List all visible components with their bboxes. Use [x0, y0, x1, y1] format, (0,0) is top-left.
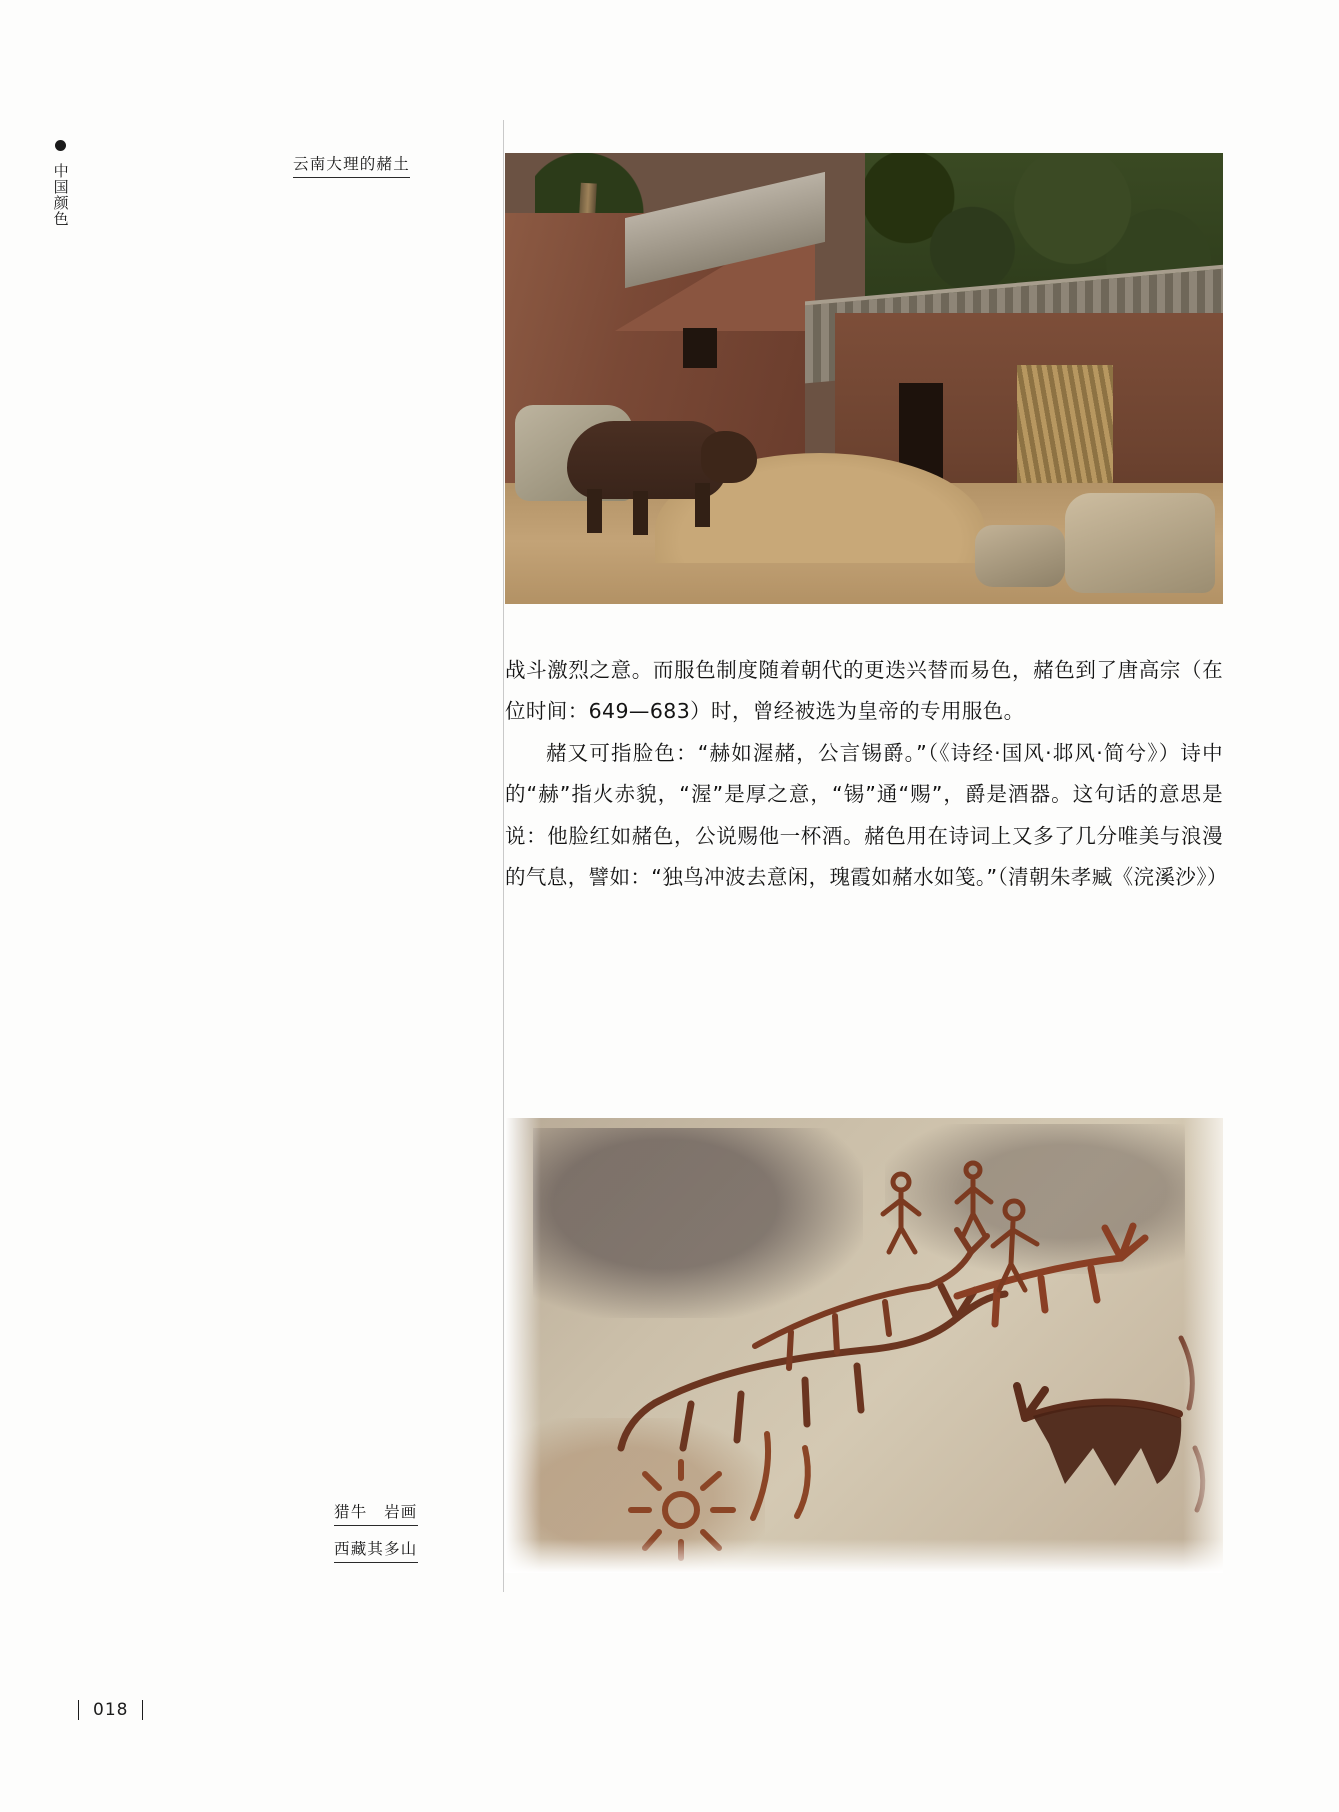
figure-hunting-cattle-rock-painting [505, 1118, 1223, 1573]
page-number: 018 [93, 1700, 129, 1720]
rock-edge-highlight [505, 1118, 541, 1573]
photo-rock-b [1065, 493, 1215, 593]
paragraph-1: 战斗激烈之意。而服色制度随着朝代的更迭兴替而易色，赭色到了唐高宗（在位时间：649—683）时，曾经被选为皇帝的专用服色。 [505, 658, 1223, 724]
figure-top-alt [505, 153, 506, 154]
figure-caption-top: 云南大理的赭土 [293, 152, 410, 178]
rock-edge-highlight [1183, 1118, 1223, 1573]
figure-yunnan-dali-ochre-earth [505, 153, 1223, 604]
photo-pig-leg [633, 491, 648, 535]
rock-painting-figures [505, 1118, 1223, 1573]
figure-caption-bottom-line1: 猎牛 岩画 [334, 1500, 418, 1526]
figure-caption-bottom-line2: 西藏其多山 [334, 1537, 418, 1563]
body-text [505, 650, 1228, 898]
rock-edge-highlight [505, 1539, 1223, 1573]
folio-rule-left [78, 1700, 79, 1720]
photo-pig-leg [695, 483, 710, 527]
bullet-icon [55, 140, 66, 151]
photo-window [683, 328, 717, 368]
photo-rock-c [975, 525, 1065, 587]
running-head [40, 140, 80, 231]
running-head-label: 中国颜色 [51, 163, 70, 227]
gutter-rule [503, 120, 504, 1592]
photo-pig-leg [587, 489, 602, 533]
paragraph-2: 赭又可指脸色：“赫如渥赭，公言锡爵。”（《诗经·国风·邶风·简兮》）诗中的“赫”指火赤貌，“渥”是厚之意，“锡”通“赐”，爵是酒器。这句话的意思是说：他脸红如赭色，公说赐他一杯酒。赭色用在诗词上又多了几分唯美与浪漫的气息，譬如：“独鸟冲波去意闲，瑰霞如赭水如笺。”（清朝朱孝臧《浣溪沙》） [505, 740, 1228, 890]
rock-painting-bull [1033, 1405, 1181, 1486]
folio-rule-right [142, 1700, 143, 1720]
folio [78, 1700, 143, 1720]
